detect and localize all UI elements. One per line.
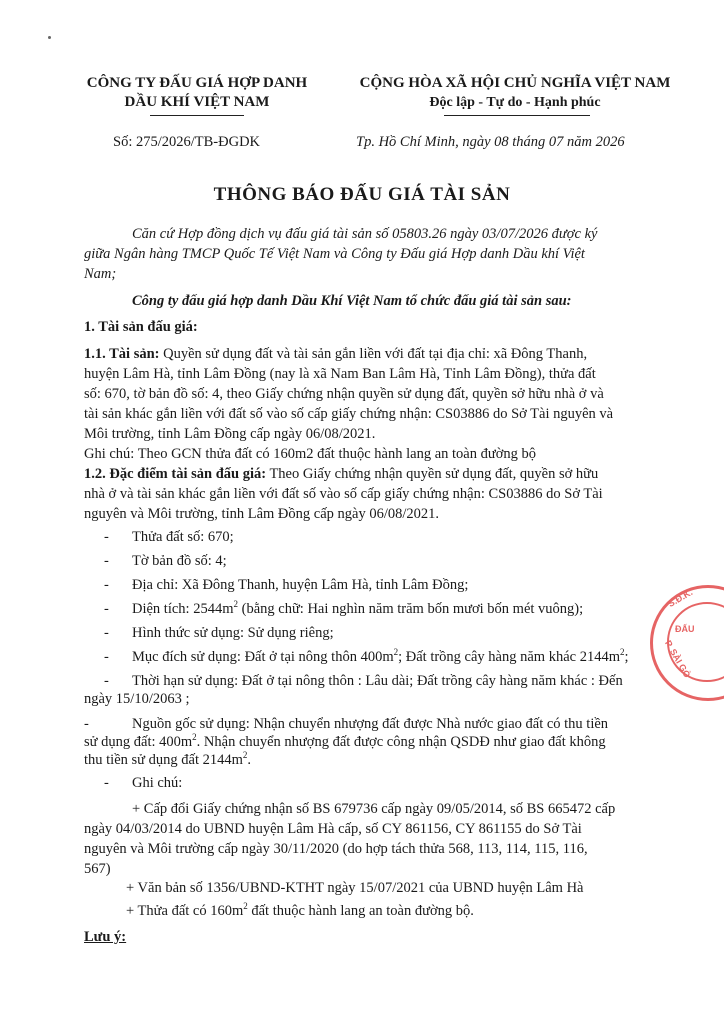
superscript: 2 <box>192 732 197 743</box>
origin-end: . <box>247 752 252 768</box>
note-3-text: đất thuộc hành lang an toàn đường bộ. <box>247 903 474 919</box>
company-name <box>72 74 322 112</box>
motto-underline <box>444 115 590 116</box>
seal-text-bottom: P. SÀI GÒ <box>663 638 693 680</box>
superscript: 2 <box>242 750 248 761</box>
note-3 <box>126 902 474 920</box>
section-1-1-line-4: tài sản khác gắn liền với đất số vào số cấp giấy chứng nhận: CS03886 do Sở Tài nguyên và <box>84 406 614 422</box>
luu-y-heading: Lưu ý: <box>84 929 127 945</box>
bullet-dash: - <box>104 577 109 593</box>
origin-area: sử dụng đất: 400m <box>84 734 193 750</box>
company-underline <box>150 115 244 116</box>
section-1-2-line-1 <box>84 465 598 483</box>
address: Địa chỉ: Xã Đông Thanh, huyện Lâm Hà, tỉnh Lâm Đồng; <box>132 577 469 593</box>
scan-speck <box>48 36 51 39</box>
section-1-1-line-1 <box>84 345 587 363</box>
section-1-1-label: 1.1. Tài sản: <box>84 346 160 362</box>
origin-text: . Nhận chuyển nhượng đất được công nhận QSDĐ như giao đất không <box>196 734 606 750</box>
superscript: 2 <box>233 599 238 610</box>
national-motto <box>330 74 700 112</box>
section-1-2-label: 1.2. Đặc điểm tài sản đấu giá: <box>84 466 267 482</box>
seal-text-middle: ĐẤU <box>675 624 695 634</box>
bullet-dash: - <box>104 649 109 665</box>
note-1-line-1: + Cấp đổi Giấy chứng nhận số BS 679736 cấp ngày 09/05/2014, số BS 665472 cấp <box>132 801 616 817</box>
section-1-1-line-2: huyện Lâm Hà, tỉnh Lâm Đồng (nay là xã Nam Ban Lâm Hà, Tỉnh Lâm Đồng), thửa đất <box>84 366 596 382</box>
origin-area-2: thu tiền sử dụng đất 2144m <box>84 752 243 768</box>
intro-line-2: giữa Ngân hàng TMCP Quốc Tế Việt Nam và Công ty Đấu giá Hợp danh Dầu khí Việt <box>84 246 585 262</box>
red-seal-stamp <box>650 585 724 701</box>
document-number: Số: 275/2026/TB-ĐGDK <box>113 134 261 150</box>
intro-line-4: Công ty đấu giá hợp danh Dầu Khí Việt Nam tổ chức đấu giá tài sản sau: <box>132 293 572 309</box>
superscript: 2 <box>619 647 625 658</box>
seal-text-top: S.Đ.K. <box>666 587 695 609</box>
document-title: THÔNG BÁO ĐẤU GIÁ TÀI SẢN <box>213 184 511 205</box>
superscript: 2 <box>393 647 399 658</box>
section-1-note: Ghi chú: Theo GCN thửa đất có 160m2 đất thuộc hành lang an toàn đường bộ <box>84 446 536 462</box>
origin-line-3 <box>84 751 251 769</box>
seal-inner-ring <box>667 602 724 682</box>
area <box>132 600 583 618</box>
usage-term-line-2: ngày 15/10/2063 ; <box>84 691 190 707</box>
map-sheet-number: Tờ bản đồ số: 4; <box>132 553 227 569</box>
usage-term-line-1: Thời hạn sử dụng: Đất ở tại nông thôn : Lâu dài; Đất trồng cây hàng năm khác : Đến <box>132 673 623 689</box>
note-1-line-2: ngày 04/03/2014 do UBND huyện Lâm Hà cấp, số CY 861156, CY 861155 do Sở Tài <box>84 821 582 837</box>
intro-line-1: Căn cứ Hợp đồng dịch vụ đấu giá tài sản số 05803.26 ngày 03/07/2026 được ký <box>132 226 598 242</box>
bullet-dash: - <box>104 553 109 569</box>
origin-line-2 <box>84 733 606 751</box>
section-1-heading: 1. Tài sản đấu giá: <box>84 319 198 335</box>
purpose-residential: Mục đích sử dụng: Đất ở tại nông thôn 400m <box>132 649 394 665</box>
company-line-1: CÔNG TY ĐẤU GIÁ HỢP DANH <box>86 75 308 91</box>
notes-label: Ghi chú: <box>132 775 183 791</box>
note-3-area: + Thửa đất có 160m <box>126 903 244 919</box>
bullet-dash: - <box>104 529 109 545</box>
bullet-dash: - <box>104 601 109 617</box>
parcel-number: Thửa đất số: 670; <box>132 529 234 545</box>
company-line-2: DẦU KHÍ VIỆT NAM <box>124 94 270 110</box>
section-1-1-line-5: Môi trường, tỉnh Lâm Đồng cấp ngày 06/08/2021. <box>84 426 376 442</box>
area-value: Diện tích: 2544m <box>132 601 234 617</box>
purpose-end: ; <box>624 649 629 665</box>
bullet-dash: - <box>104 775 109 791</box>
intro-line-3: Nam; <box>84 266 117 282</box>
usage-purpose <box>132 648 629 666</box>
section-1-2-line-3: nguyên và Môi trường, tỉnh Lâm Đồng cấp ngày 06/08/2021. <box>84 506 440 522</box>
nation-line-1: CỘNG HÒA XÃ HỘI CHỦ NGHĨA VIỆT NAM <box>359 75 671 91</box>
note-1-line-4: 567) <box>84 861 111 877</box>
bullet-dash: - <box>104 673 109 689</box>
area-words: (bằng chữ: Hai nghìn năm trăm bốn mươi bốn mét vuông); <box>238 601 584 617</box>
section-1-2-text: Theo Giấy chứng nhận quyền sử dụng đất, quyền sở hữu <box>266 466 599 482</box>
bullet-dash: - <box>84 716 89 732</box>
bullet-dash: - <box>104 625 109 641</box>
note-2: + Văn bản số 1356/UBND-KTHT ngày 15/07/2021 của UBND huyện Lâm Hà <box>126 880 584 896</box>
purpose-crop: ; Đất trồng cây hàng năm khác 2144m <box>398 649 620 665</box>
note-1-line-3: nguyên và Môi trường cấp ngày 30/11/2020 (do hợp tách thửa 568, 113, 114, 115, 116, <box>84 841 588 857</box>
origin-line-1: Nguồn gốc sử dụng: Nhận chuyển nhượng đất được Nhà nước giao đất có thu tiền <box>132 716 609 732</box>
section-1-1-text: Quyền sử dụng đất và tài sản gắn liền với đất tại địa chỉ: xã Đông Thanh, <box>159 346 588 362</box>
section-1-1-line-3: số: 670, tờ bản đồ số: 4, theo Giấy chứng nhận quyền sử dụng đất, quyền sở hữu nhà ở và <box>84 386 604 402</box>
section-1-2-line-2: nhà ở và tài sản khác gắn liền với đất số vào số cấp giấy chứng nhận: CS03886 do Sở Tài <box>84 486 603 502</box>
usage-form: Hình thức sử dụng: Sử dụng riêng; <box>132 625 334 641</box>
place-date: Tp. Hồ Chí Minh, ngày 08 tháng 07 năm 2026 <box>356 134 625 150</box>
nation-line-2: Độc lập - Tự do - Hạnh phúc <box>429 95 601 110</box>
superscript: 2 <box>243 901 248 912</box>
